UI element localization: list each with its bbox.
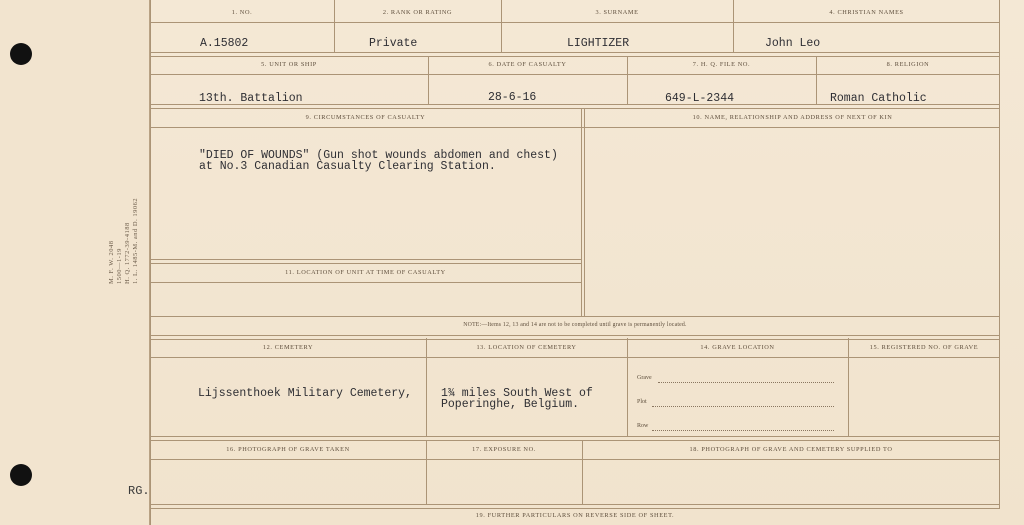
label-plot: Plot: [637, 399, 647, 405]
value-rank: Private: [369, 37, 418, 50]
label-exposure-no: 17. EXPOSURE NO.: [472, 446, 536, 453]
completion-note: NOTE:—Items 12, 13 and 14 are not to be completed until grave is permanently located.: [463, 322, 687, 328]
value-christian-names: John Leo: [765, 37, 821, 50]
value-unit: 13th. Battalion: [199, 92, 303, 105]
label-grave-location: 14. GRAVE LOCATION: [700, 344, 775, 351]
card-stub: [0, 0, 150, 525]
form-reference: [108, 197, 154, 312]
label-next-of-kin: 10. NAME, RELATIONSHIP AND ADDRESS OF NEXT OF KIN: [692, 114, 893, 121]
value-circumstances-line2: at No.3 Canadian Casualty Clearing Station.: [199, 160, 496, 173]
form-ref-line: 1500—1-19: [116, 248, 123, 284]
rg-mark: RG.: [128, 484, 150, 498]
rule-double: [150, 52, 1000, 57]
value-location-line2: Poperinghe, Belgium.: [441, 398, 580, 411]
label-photograph-supplied: 18. PHOTOGRAPH OF GRAVE AND CEMETERY SUPPLIED TO: [689, 446, 893, 453]
label-date: 6. DATE OF CASUALTY: [488, 61, 567, 68]
value-surname: LIGHTIZER: [567, 37, 630, 50]
form-ref-line: M. F. W. 2048: [108, 240, 115, 284]
label-file-no: 7. H. Q. FILE NO.: [692, 61, 751, 68]
value-date: 28-6-16: [488, 91, 537, 104]
label-cemetery: 12. CEMETERY: [262, 344, 314, 351]
value-cemetery: Lijssenthoek Military Cemetery,: [198, 387, 412, 400]
punch-hole-top: [10, 43, 32, 65]
frame-right: [999, 0, 1000, 508]
label-surname: 3. SURNAME: [595, 9, 639, 16]
form-ref-line: 1. L. 1485-M. and D. 19062: [132, 197, 139, 284]
value-number: A.15802: [200, 37, 249, 50]
value-circumstances-line1: "DIED OF WOUNDS" (Gun shot wounds abdomen and chest): [199, 149, 558, 162]
value-file-no: 649-L-2344: [665, 92, 735, 105]
value-religion: Roman Catholic: [830, 92, 927, 105]
label-circumstances: 9. CIRCUMSTANCES OF CASUALTY: [305, 114, 426, 121]
value-location-line1: 1¾ miles South West of: [441, 387, 593, 400]
label-rank: 2. RANK OR RATING: [382, 9, 453, 16]
label-religion: 8. RELIGION: [886, 61, 930, 68]
label-grave: Grave: [637, 375, 652, 381]
label-no: 1. NO.: [231, 9, 253, 16]
footer-note: 19. FURTHER PARTICULARS ON REVERSE SIDE OF SHEET.: [475, 512, 675, 519]
label-christian-names: 4. CHRISTIAN NAMES: [829, 9, 904, 16]
punch-hole-bottom: [10, 464, 32, 486]
label-location-cemetery: 13. LOCATION OF CEMETERY: [476, 344, 577, 351]
form-ref-line: H. Q. 1772-39-4188: [124, 222, 131, 284]
rule: [150, 22, 1000, 23]
label-row: Row: [637, 423, 649, 429]
label-photograph-taken: 16. PHOTOGRAPH OF GRAVE TAKEN: [226, 446, 350, 453]
label-location-unit: 11. LOCATION OF UNIT AT TIME OF CASUALTY: [285, 269, 446, 276]
label-unit: 5. UNIT OR SHIP: [261, 61, 317, 68]
label-registered-no: 15. REGISTERED NO. OF GRAVE: [869, 344, 979, 351]
